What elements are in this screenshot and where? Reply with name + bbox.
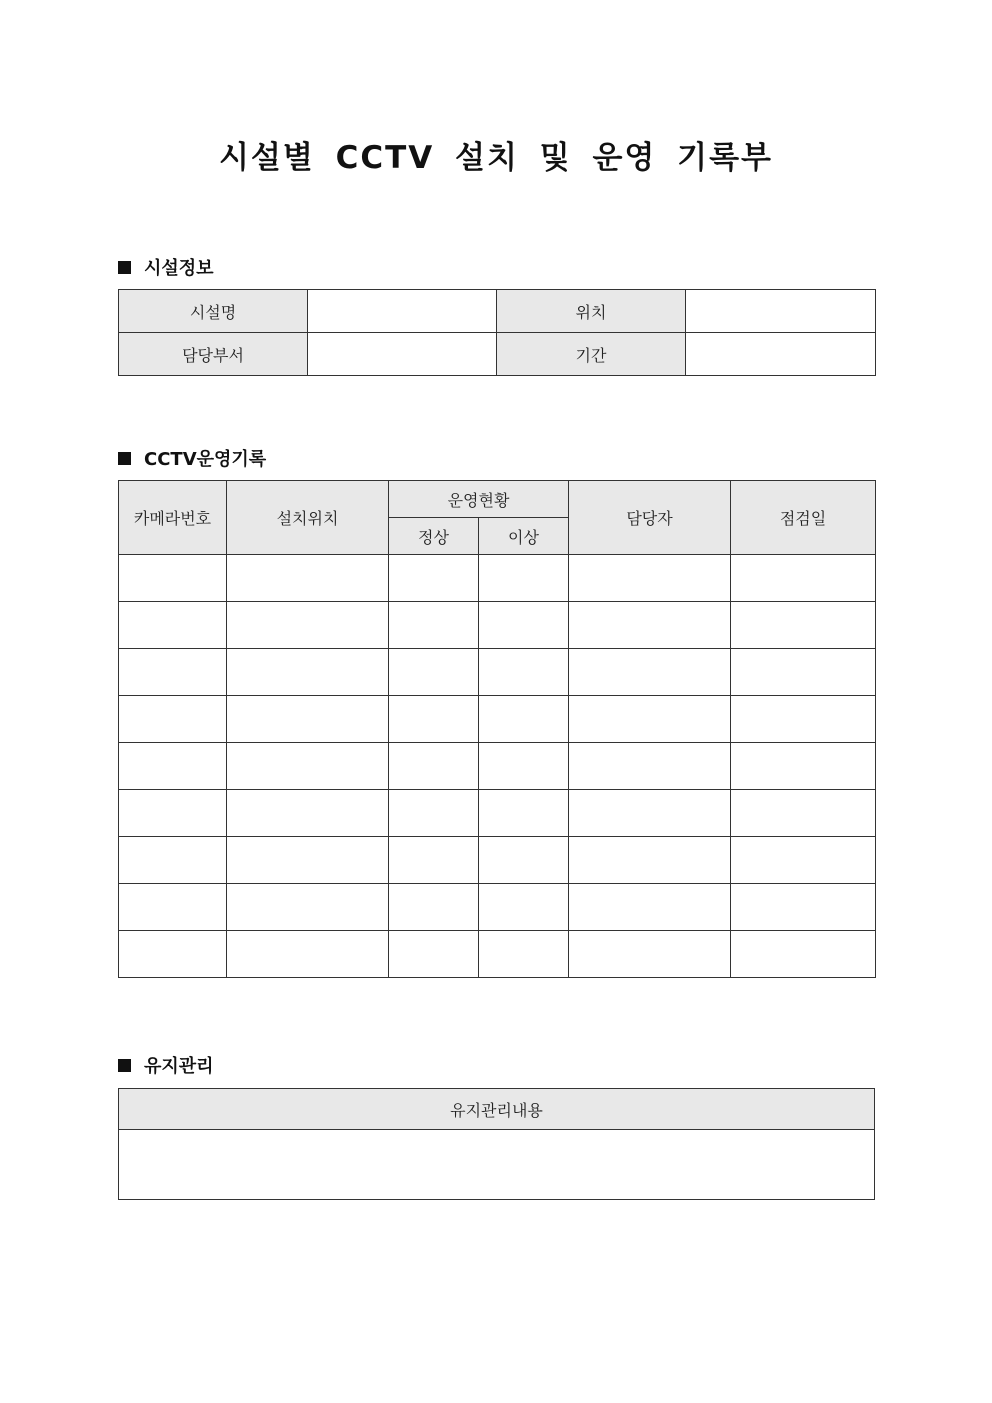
document-title: 시설별 CCTV 설치 및 운영 기록부 bbox=[218, 140, 773, 176]
camera-number-cell[interactable] bbox=[119, 884, 227, 931]
manager-cell[interactable] bbox=[569, 931, 731, 978]
section-heading-label: 시설정보 bbox=[144, 258, 214, 279]
install-location-cell[interactable] bbox=[227, 837, 389, 884]
table-row bbox=[119, 837, 876, 884]
normal-header: 정상 bbox=[389, 518, 479, 555]
table-row bbox=[119, 333, 876, 376]
square-bullet-icon bbox=[118, 261, 131, 274]
cctv-record-table bbox=[118, 480, 876, 978]
table-row bbox=[119, 931, 876, 978]
manager-cell[interactable] bbox=[569, 649, 731, 696]
period-label: 기간 bbox=[497, 333, 686, 376]
table-row bbox=[119, 790, 876, 837]
abnormal-cell[interactable] bbox=[479, 602, 569, 649]
inspection-date-cell[interactable] bbox=[731, 790, 876, 837]
install-location-cell[interactable] bbox=[227, 602, 389, 649]
table-row bbox=[119, 649, 876, 696]
inspection-date-cell[interactable] bbox=[731, 555, 876, 602]
table-row bbox=[119, 696, 876, 743]
location-label: 위치 bbox=[497, 290, 686, 333]
normal-cell[interactable] bbox=[389, 931, 479, 978]
inspection-date-cell[interactable] bbox=[731, 884, 876, 931]
abnormal-cell[interactable] bbox=[479, 555, 569, 602]
period-field[interactable] bbox=[686, 333, 876, 376]
section-heading-label: CCTV운영기록 bbox=[144, 449, 267, 470]
maintenance-table bbox=[118, 1088, 875, 1200]
inspection-date-header: 점검일 bbox=[731, 481, 876, 555]
table-row bbox=[119, 884, 876, 931]
table-row bbox=[119, 1130, 875, 1200]
install-location-cell[interactable] bbox=[227, 696, 389, 743]
normal-cell[interactable] bbox=[389, 837, 479, 884]
facility-name-label: 시설명 bbox=[119, 290, 308, 333]
camera-number-cell[interactable] bbox=[119, 790, 227, 837]
normal-cell[interactable] bbox=[389, 555, 479, 602]
manager-cell[interactable] bbox=[569, 602, 731, 649]
location-field[interactable] bbox=[686, 290, 876, 333]
manager-cell[interactable] bbox=[569, 884, 731, 931]
normal-cell[interactable] bbox=[389, 696, 479, 743]
camera-number-cell[interactable] bbox=[119, 602, 227, 649]
normal-cell[interactable] bbox=[389, 743, 479, 790]
table-header-row bbox=[119, 1089, 875, 1130]
square-bullet-icon bbox=[118, 452, 131, 465]
manager-cell[interactable] bbox=[569, 837, 731, 884]
abnormal-header: 이상 bbox=[479, 518, 569, 555]
table-row bbox=[119, 555, 876, 602]
install-location-cell[interactable] bbox=[227, 884, 389, 931]
install-location-cell[interactable] bbox=[227, 743, 389, 790]
department-field[interactable] bbox=[308, 333, 497, 376]
maintenance-content-field[interactable] bbox=[119, 1130, 875, 1200]
manager-cell[interactable] bbox=[569, 555, 731, 602]
facility-info-table bbox=[118, 289, 876, 376]
section-heading-maintenance bbox=[118, 1052, 214, 1078]
inspection-date-cell[interactable] bbox=[731, 931, 876, 978]
camera-number-cell[interactable] bbox=[119, 837, 227, 884]
abnormal-cell[interactable] bbox=[479, 931, 569, 978]
camera-number-cell[interactable] bbox=[119, 931, 227, 978]
inspection-date-cell[interactable] bbox=[731, 743, 876, 790]
inspection-date-cell[interactable] bbox=[731, 696, 876, 743]
manager-cell[interactable] bbox=[569, 790, 731, 837]
abnormal-cell[interactable] bbox=[479, 837, 569, 884]
facility-name-field[interactable] bbox=[308, 290, 497, 333]
table-row bbox=[119, 743, 876, 790]
operation-status-header: 운영현황 bbox=[389, 481, 569, 518]
install-location-cell[interactable] bbox=[227, 555, 389, 602]
normal-cell[interactable] bbox=[389, 649, 479, 696]
abnormal-cell[interactable] bbox=[479, 649, 569, 696]
abnormal-cell[interactable] bbox=[479, 743, 569, 790]
install-location-cell[interactable] bbox=[227, 649, 389, 696]
normal-cell[interactable] bbox=[389, 602, 479, 649]
abnormal-cell[interactable] bbox=[479, 884, 569, 931]
section-heading-cctv bbox=[118, 445, 266, 471]
abnormal-cell[interactable] bbox=[479, 696, 569, 743]
section-heading-facility bbox=[118, 254, 214, 280]
table-row bbox=[119, 602, 876, 649]
camera-number-header: 카메라번호 bbox=[119, 481, 227, 555]
department-label: 담당부서 bbox=[119, 333, 308, 376]
camera-number-cell[interactable] bbox=[119, 743, 227, 790]
install-location-cell[interactable] bbox=[227, 790, 389, 837]
inspection-date-cell[interactable] bbox=[731, 649, 876, 696]
install-location-header: 설치위치 bbox=[227, 481, 389, 555]
install-location-cell[interactable] bbox=[227, 931, 389, 978]
maintenance-content-header: 유지관리내용 bbox=[119, 1089, 875, 1130]
square-bullet-icon bbox=[118, 1059, 131, 1072]
camera-number-cell[interactable] bbox=[119, 696, 227, 743]
manager-cell[interactable] bbox=[569, 696, 731, 743]
table-header-row bbox=[119, 481, 876, 518]
camera-number-cell[interactable] bbox=[119, 555, 227, 602]
section-heading-label: 유지관리 bbox=[144, 1056, 214, 1077]
camera-number-cell[interactable] bbox=[119, 649, 227, 696]
inspection-date-cell[interactable] bbox=[731, 837, 876, 884]
manager-cell[interactable] bbox=[569, 743, 731, 790]
manager-header: 담당자 bbox=[569, 481, 731, 555]
inspection-date-cell[interactable] bbox=[731, 602, 876, 649]
normal-cell[interactable] bbox=[389, 790, 479, 837]
table-row bbox=[119, 290, 876, 333]
abnormal-cell[interactable] bbox=[479, 790, 569, 837]
normal-cell[interactable] bbox=[389, 884, 479, 931]
